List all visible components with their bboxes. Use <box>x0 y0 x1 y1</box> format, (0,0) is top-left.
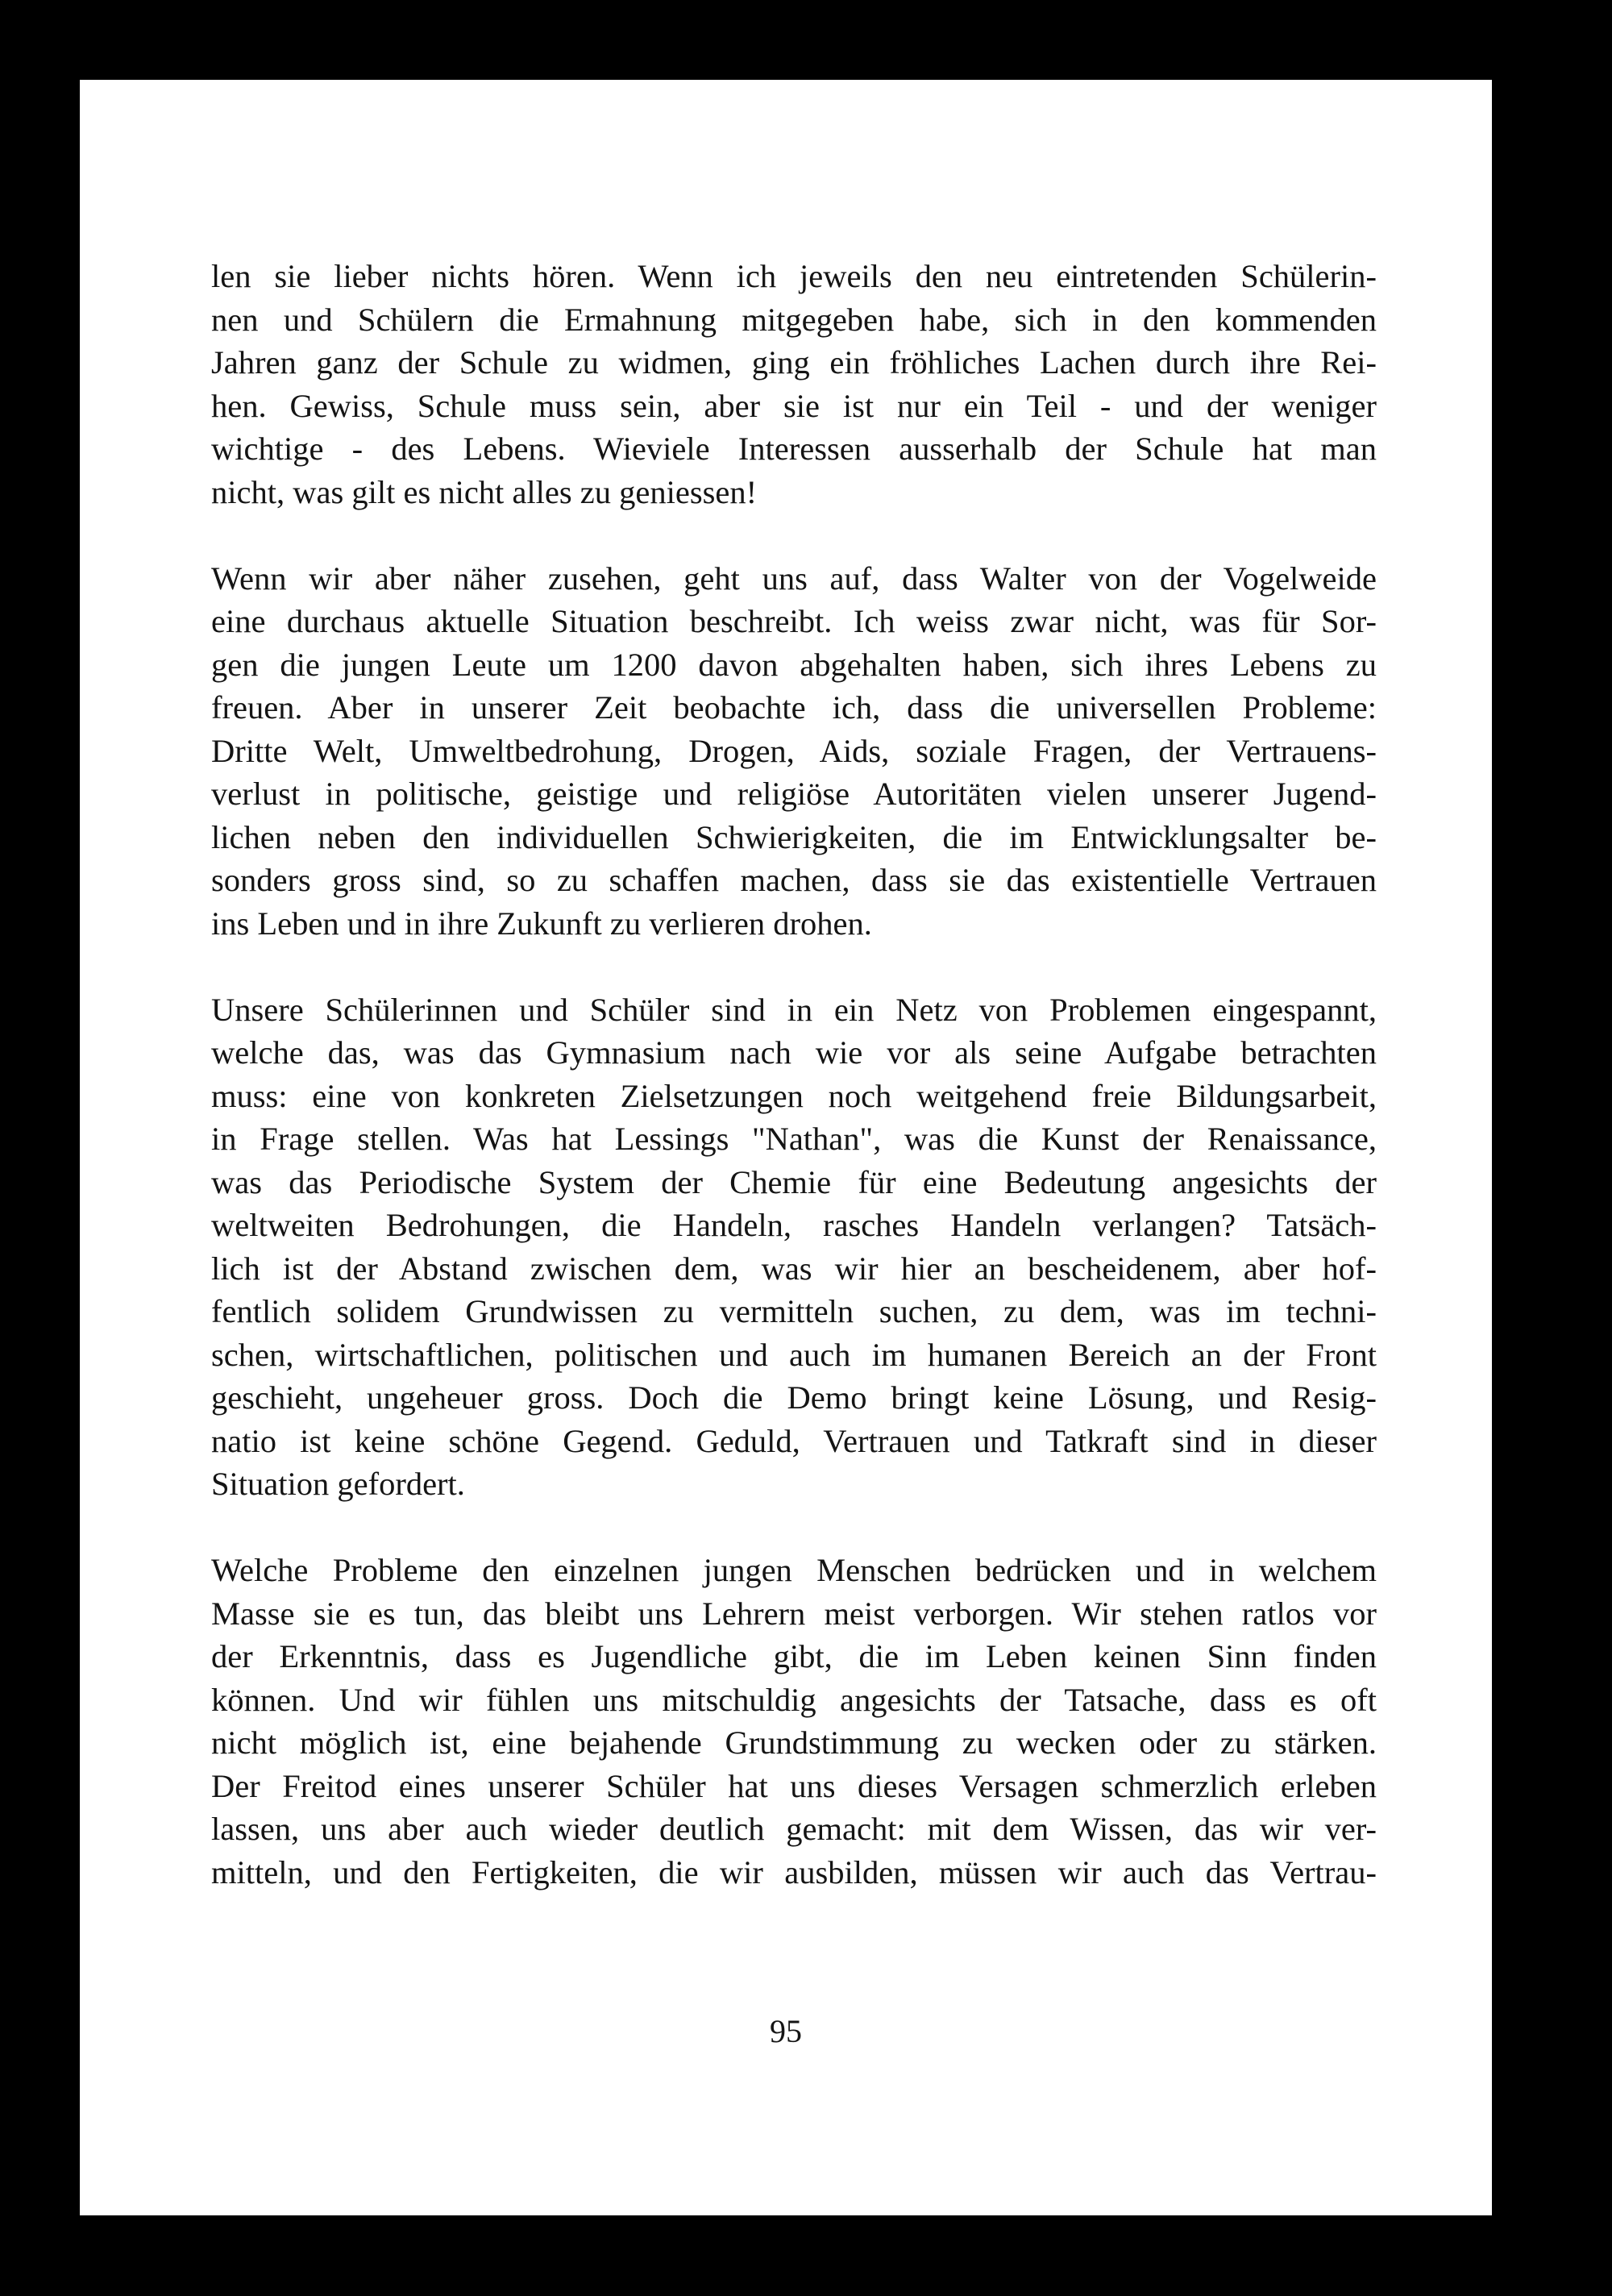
text-line: können. Und wir fühlen uns mitschuldig angesichts der Tatsache, dass es oft <box>211 1681 1377 1718</box>
paragraph-1 <box>211 255 1377 514</box>
text-line: len sie lieber nichts hören. Wenn ich jeweils den neu eintretenden Schülerin- <box>211 258 1377 294</box>
paragraph-3 <box>211 988 1377 1506</box>
text-line: verlust in politische, geistige und religiöse Autoritäten vielen unserer Jugend- <box>211 776 1377 812</box>
text-line: freuen. Aber in unserer Zeit beobachte ich, dass die universellen Probleme: <box>211 689 1377 726</box>
body-text <box>211 255 1377 1894</box>
paragraph-gap <box>211 1506 1377 1549</box>
text-line: gen die jungen Leute um 1200 davon abgehalten haben, sich ihres Lebens zu <box>211 646 1377 683</box>
text-line: ins Leben und in ihre Zukunft zu verlieren drohen. <box>211 905 872 942</box>
text-line: Situation gefordert. <box>211 1466 465 1502</box>
text-line: fentlich solidem Grundwissen zu vermitteln suchen, zu dem, was im techni- <box>211 1293 1377 1329</box>
text-line: was das Periodische System der Chemie für eine Bedeutung angesichts der <box>211 1163 1377 1200</box>
text-line: schen, wirtschaftlichen, politischen und auch im humanen Bereich an der Front <box>211 1336 1377 1373</box>
text-line: wichtige - des Lebens. Wieviele Interessen ausserhalb der Schule hat man <box>211 430 1377 467</box>
text-line: Wenn wir aber näher zusehen, geht uns auf, dass Walter von der Vogelweide <box>211 559 1377 597</box>
text-line: lassen, uns aber auch wieder deutlich gemacht: mit dem Wissen, das wir ver- <box>211 1811 1377 1847</box>
text-line: der Erkenntnis, dass es Jugendliche gibt, die im Leben keinen Sinn finden <box>211 1638 1377 1674</box>
text-line: Unsere Schülerinnen und Schüler sind in ein Netz von Problemen eingespannt, <box>211 991 1377 1028</box>
text-line: nen und Schülern die Ermahnung mitgegeben habe, sich in den kommenden <box>211 301 1377 338</box>
text-line: muss: eine von konkreten Zielsetzungen noch weitgehend freie Bildungsarbeit, <box>211 1077 1377 1114</box>
paragraph-gap <box>211 945 1377 988</box>
document-page <box>80 80 1492 2215</box>
paragraph-2 <box>211 557 1377 946</box>
text-line: Masse sie es tun, das bleibt uns Lehrern meist verborgen. Wir stehen ratlos vor <box>211 1595 1377 1632</box>
text-line: nicht, was gilt es nicht alles zu geniessen! <box>211 473 758 510</box>
text-line: Der Freitod eines unserer Schüler hat uns dieses Versagen schmerzlich erleben <box>211 1767 1377 1804</box>
page-number: 95 <box>770 2013 802 2049</box>
text-line: mitteln, und den Fertigkeiten, die wir ausbilden, müssen wir auch das Vertrau- <box>211 1853 1377 1890</box>
text-line: sonders gross sind, so zu schaffen machen, dass sie das existentielle Vertrauen <box>211 862 1377 898</box>
text-line: nicht möglich ist, eine bejahende Grundstimmung zu wecken oder zu stärken. <box>211 1724 1377 1761</box>
text-line: lichen neben den individuellen Schwierigkeiten, die im Entwicklungsalter be- <box>211 818 1377 855</box>
text-line: eine durchaus aktuelle Situation beschreibt. Ich weiss zwar nicht, was für Sor- <box>211 603 1377 639</box>
text-line: natio ist keine schöne Gegend. Geduld, Vertrauen und Tatkraft sind in dieser <box>211 1422 1377 1459</box>
text-line: in Frage stellen. Was hat Lessings "Nathan", was die Kunst der Renaissance, <box>211 1121 1377 1157</box>
text-line: Jahren ganz der Schule zu widmen, ging ein fröhliches Lachen durch ihre Rei- <box>211 344 1377 381</box>
text-line: Welche Probleme den einzelnen jungen Menschen bedrücken und in welchem <box>211 1552 1377 1588</box>
text-line: lich ist der Abstand zwischen dem, was wir hier an bescheidenem, aber hof- <box>211 1250 1377 1287</box>
text-line: weltweiten Bedrohungen, die Handeln, rasches Handeln verlangen? Tatsäch- <box>211 1207 1377 1243</box>
text-line: geschieht, ungeheuer gross. Doch die Demo bringt keine Lösung, und Resig- <box>211 1379 1377 1416</box>
paragraph-4 <box>211 1549 1377 1894</box>
paragraph-gap <box>211 514 1377 557</box>
text-line: Dritte Welt, Umweltbedrohung, Drogen, Aids, soziale Fragen, der Vertrauens- <box>211 732 1377 769</box>
text-line: welche das, was das Gymnasium nach wie vor als seine Aufgabe betrachten <box>211 1034 1377 1071</box>
text-line: hen. Gewiss, Schule muss sein, aber sie ist nur ein Teil - und der weniger <box>211 387 1377 424</box>
